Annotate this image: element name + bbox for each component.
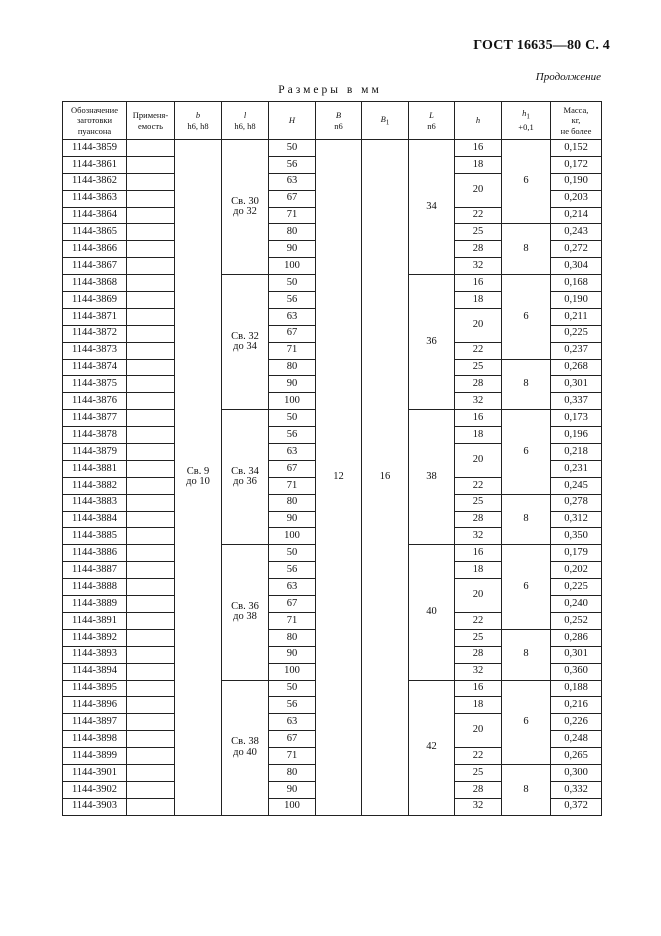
designation-cell: 1144-3894 bbox=[63, 663, 127, 680]
application-cell bbox=[127, 224, 175, 241]
l-range-cell-line-1: Св. 32 bbox=[231, 330, 259, 342]
application-cell bbox=[127, 697, 175, 714]
L-value-cell: 34 bbox=[409, 140, 455, 275]
designation-cell: 1144-3899 bbox=[63, 748, 127, 765]
application-cell bbox=[127, 292, 175, 309]
mass-cell: 0,190 bbox=[551, 292, 602, 309]
h-cell: 28 bbox=[455, 646, 502, 663]
header-h1: $h_1$ +0,1 bbox=[502, 102, 551, 140]
mass-cell: 0,231 bbox=[551, 460, 602, 477]
designation-cell: 1144-3901 bbox=[63, 764, 127, 781]
h-cell: 20 bbox=[455, 579, 502, 613]
designation-cell: 1144-3885 bbox=[63, 528, 127, 545]
mass-cell: 0,252 bbox=[551, 612, 602, 629]
h-cell: 25 bbox=[455, 629, 502, 646]
h-cell: 18 bbox=[455, 292, 502, 309]
mass-cell: 0,196 bbox=[551, 427, 602, 444]
H-cell: 100 bbox=[269, 528, 316, 545]
designation-cell: 1144-3902 bbox=[63, 781, 127, 798]
H-cell: 71 bbox=[269, 748, 316, 765]
h-cell: 28 bbox=[455, 241, 502, 258]
h1-cell: 8 bbox=[502, 764, 551, 815]
H-cell: 80 bbox=[269, 359, 316, 376]
h-cell: 32 bbox=[455, 393, 502, 410]
H-cell: 56 bbox=[269, 292, 316, 309]
header-L: L n6 bbox=[409, 102, 455, 140]
B-value-cell: 12 bbox=[316, 140, 362, 816]
H-cell: 50 bbox=[269, 275, 316, 292]
mass-cell: 0,225 bbox=[551, 325, 602, 342]
application-cell bbox=[127, 511, 175, 528]
h-cell: 20 bbox=[455, 173, 502, 207]
dimensions-caption: Размеры в мм bbox=[278, 84, 382, 96]
H-cell: 63 bbox=[269, 173, 316, 190]
l-range-cell bbox=[222, 275, 269, 410]
application-cell bbox=[127, 663, 175, 680]
application-cell bbox=[127, 781, 175, 798]
H-cell: 56 bbox=[269, 562, 316, 579]
designation-cell: 1144-3889 bbox=[63, 596, 127, 613]
header-B: B n6 bbox=[316, 102, 362, 140]
designation-cell: 1144-3882 bbox=[63, 477, 127, 494]
application-cell bbox=[127, 342, 175, 359]
mass-cell: 0,245 bbox=[551, 477, 602, 494]
application-cell bbox=[127, 308, 175, 325]
application-cell bbox=[127, 477, 175, 494]
h-cell: 28 bbox=[455, 781, 502, 798]
h-cell: 22 bbox=[455, 342, 502, 359]
H-cell: 50 bbox=[269, 680, 316, 697]
mass-cell: 0,218 bbox=[551, 444, 602, 461]
H-cell: 80 bbox=[269, 764, 316, 781]
header-row bbox=[63, 102, 602, 140]
mass-cell: 0,225 bbox=[551, 579, 602, 596]
designation-cell: 1144-3863 bbox=[63, 190, 127, 207]
H-cell: 67 bbox=[269, 596, 316, 613]
h1-cell: 6 bbox=[502, 545, 551, 629]
mass-cell: 0,152 bbox=[551, 140, 602, 157]
mass-cell: 0,168 bbox=[551, 275, 602, 292]
b-value-cell-line-2: до 10 bbox=[186, 476, 210, 488]
h-cell: 18 bbox=[455, 427, 502, 444]
mass-cell: 0,301 bbox=[551, 376, 602, 393]
h-cell: 28 bbox=[455, 376, 502, 393]
L-value-cell: 38 bbox=[409, 410, 455, 545]
designation-cell: 1144-3862 bbox=[63, 173, 127, 190]
designation-cell: 1144-3887 bbox=[63, 562, 127, 579]
mass-cell: 0,179 bbox=[551, 545, 602, 562]
H-cell: 56 bbox=[269, 427, 316, 444]
h-cell: 16 bbox=[455, 680, 502, 697]
designation-cell: 1144-3859 bbox=[63, 140, 127, 157]
h-cell: 16 bbox=[455, 545, 502, 562]
application-cell bbox=[127, 173, 175, 190]
application-cell bbox=[127, 444, 175, 461]
application-cell bbox=[127, 680, 175, 697]
application-cell bbox=[127, 207, 175, 224]
h1-cell: 8 bbox=[502, 494, 551, 545]
H-cell: 90 bbox=[269, 376, 316, 393]
h1-cell: 6 bbox=[502, 680, 551, 764]
mass-cell: 0,265 bbox=[551, 748, 602, 765]
designation-cell: 1144-3893 bbox=[63, 646, 127, 663]
H-cell: 100 bbox=[269, 798, 316, 815]
application-cell bbox=[127, 494, 175, 511]
h-cell: 28 bbox=[455, 511, 502, 528]
application-cell bbox=[127, 410, 175, 427]
application-cell bbox=[127, 612, 175, 629]
header-h: h bbox=[455, 102, 502, 140]
designation-cell: 1144-3883 bbox=[63, 494, 127, 511]
h-cell: 20 bbox=[455, 714, 502, 748]
application-cell bbox=[127, 545, 175, 562]
application-cell bbox=[127, 764, 175, 781]
H-cell: 63 bbox=[269, 579, 316, 596]
h-cell: 22 bbox=[455, 207, 502, 224]
designation-cell: 1144-3861 bbox=[63, 156, 127, 173]
document-title: ГОСТ 16635—80 С. 4 bbox=[473, 38, 610, 53]
header-b: b h6, h8 bbox=[175, 102, 222, 140]
mass-cell: 0,248 bbox=[551, 731, 602, 748]
b-value-cell-line-1: Св. 9 bbox=[186, 465, 210, 477]
L-value-cell: 42 bbox=[409, 680, 455, 815]
mass-cell: 0,300 bbox=[551, 764, 602, 781]
header-designation: Обозначение заготовки пуансона bbox=[63, 102, 127, 140]
h-cell: 25 bbox=[455, 494, 502, 511]
application-cell bbox=[127, 376, 175, 393]
l-range-cell-line-1: Св. 38 bbox=[231, 736, 259, 748]
H-cell: 67 bbox=[269, 460, 316, 477]
mass-cell: 0,240 bbox=[551, 596, 602, 613]
designation-cell: 1144-3886 bbox=[63, 545, 127, 562]
H-cell: 100 bbox=[269, 393, 316, 410]
h1-cell: 8 bbox=[502, 629, 551, 680]
application-cell bbox=[127, 528, 175, 545]
b-value-cell bbox=[175, 140, 222, 816]
h-cell: 32 bbox=[455, 528, 502, 545]
designation-cell: 1144-3866 bbox=[63, 241, 127, 258]
h1-cell: 8 bbox=[502, 224, 551, 275]
H-cell: 71 bbox=[269, 342, 316, 359]
header-H: H bbox=[269, 102, 316, 140]
h-cell: 16 bbox=[455, 275, 502, 292]
mass-cell: 0,188 bbox=[551, 680, 602, 697]
l-range-cell bbox=[222, 545, 269, 680]
application-cell bbox=[127, 156, 175, 173]
header-B1: $B_1$ bbox=[362, 102, 409, 140]
application-cell bbox=[127, 190, 175, 207]
application-cell bbox=[127, 798, 175, 815]
mass-cell: 0,173 bbox=[551, 410, 602, 427]
mass-cell: 0,286 bbox=[551, 629, 602, 646]
application-cell bbox=[127, 629, 175, 646]
l-range-cell-line-2: до 38 bbox=[233, 611, 257, 623]
application-cell bbox=[127, 748, 175, 765]
H-cell: 63 bbox=[269, 714, 316, 731]
specification-table bbox=[62, 101, 602, 816]
H-cell: 50 bbox=[269, 410, 316, 427]
designation-cell: 1144-3881 bbox=[63, 460, 127, 477]
l-range-cell-line-2: до 40 bbox=[233, 746, 257, 758]
designation-cell: 1144-3867 bbox=[63, 258, 127, 275]
h1-cell: 6 bbox=[502, 275, 551, 359]
mass-cell: 0,278 bbox=[551, 494, 602, 511]
application-cell bbox=[127, 275, 175, 292]
designation-cell: 1144-3897 bbox=[63, 714, 127, 731]
designation-cell: 1144-3876 bbox=[63, 393, 127, 410]
H-cell: 63 bbox=[269, 308, 316, 325]
H-cell: 67 bbox=[269, 190, 316, 207]
table-row bbox=[63, 140, 602, 157]
l-range-cell-line-2: до 32 bbox=[233, 206, 257, 218]
H-cell: 90 bbox=[269, 241, 316, 258]
mass-cell: 0,268 bbox=[551, 359, 602, 376]
application-cell bbox=[127, 579, 175, 596]
designation-cell: 1144-3875 bbox=[63, 376, 127, 393]
l-range-cell-line-1: Св. 36 bbox=[231, 600, 259, 612]
designation-cell: 1144-3888 bbox=[63, 579, 127, 596]
application-cell bbox=[127, 460, 175, 477]
H-cell: 80 bbox=[269, 494, 316, 511]
h-cell: 32 bbox=[455, 258, 502, 275]
application-cell bbox=[127, 562, 175, 579]
L-value-cell: 36 bbox=[409, 275, 455, 410]
H-cell: 50 bbox=[269, 545, 316, 562]
h1-cell: 6 bbox=[502, 140, 551, 224]
mass-cell: 0,337 bbox=[551, 393, 602, 410]
designation-cell: 1144-3878 bbox=[63, 427, 127, 444]
mass-cell: 0,272 bbox=[551, 241, 602, 258]
application-cell bbox=[127, 359, 175, 376]
H-cell: 56 bbox=[269, 156, 316, 173]
designation-cell: 1144-3903 bbox=[63, 798, 127, 815]
application-cell bbox=[127, 731, 175, 748]
h-cell: 20 bbox=[455, 444, 502, 478]
application-cell bbox=[127, 596, 175, 613]
h-cell: 22 bbox=[455, 477, 502, 494]
l-range-cell bbox=[222, 140, 269, 275]
mass-cell: 0,203 bbox=[551, 190, 602, 207]
mass-cell: 0,214 bbox=[551, 207, 602, 224]
h-cell: 32 bbox=[455, 798, 502, 815]
H-cell: 90 bbox=[269, 646, 316, 663]
H-cell: 71 bbox=[269, 612, 316, 629]
H-cell: 90 bbox=[269, 781, 316, 798]
mass-cell: 0,172 bbox=[551, 156, 602, 173]
H-cell: 80 bbox=[269, 224, 316, 241]
L-value-cell: 40 bbox=[409, 545, 455, 680]
l-range-cell-line-1: Св. 34 bbox=[231, 465, 259, 477]
mass-cell: 0,301 bbox=[551, 646, 602, 663]
l-range-cell bbox=[222, 410, 269, 545]
mass-cell: 0,372 bbox=[551, 798, 602, 815]
mass-cell: 0,332 bbox=[551, 781, 602, 798]
designation-cell: 1144-3874 bbox=[63, 359, 127, 376]
mass-cell: 0,243 bbox=[551, 224, 602, 241]
mass-cell: 0,226 bbox=[551, 714, 602, 731]
H-cell: 80 bbox=[269, 629, 316, 646]
designation-cell: 1144-3896 bbox=[63, 697, 127, 714]
mass-cell: 0,312 bbox=[551, 511, 602, 528]
l-range-cell-line-2: до 36 bbox=[233, 476, 257, 488]
designation-cell: 1144-3868 bbox=[63, 275, 127, 292]
h1-cell: 8 bbox=[502, 359, 551, 410]
h-cell: 32 bbox=[455, 663, 502, 680]
h-cell: 25 bbox=[455, 224, 502, 241]
h-cell: 16 bbox=[455, 410, 502, 427]
h-cell: 25 bbox=[455, 359, 502, 376]
application-cell bbox=[127, 241, 175, 258]
mass-cell: 0,360 bbox=[551, 663, 602, 680]
application-cell bbox=[127, 714, 175, 731]
designation-cell: 1144-3879 bbox=[63, 444, 127, 461]
header-l: l h6, h8 bbox=[222, 102, 269, 140]
designation-cell: 1144-3892 bbox=[63, 629, 127, 646]
table-body bbox=[63, 140, 602, 816]
designation-cell: 1144-3895 bbox=[63, 680, 127, 697]
designation-cell: 1144-3884 bbox=[63, 511, 127, 528]
l-range-cell bbox=[222, 680, 269, 815]
h-cell: 18 bbox=[455, 156, 502, 173]
designation-cell: 1144-3891 bbox=[63, 612, 127, 629]
h-cell: 18 bbox=[455, 562, 502, 579]
designation-cell: 1144-3865 bbox=[63, 224, 127, 241]
mass-cell: 0,237 bbox=[551, 342, 602, 359]
designation-cell: 1144-3877 bbox=[63, 410, 127, 427]
h1-cell: 6 bbox=[502, 410, 551, 494]
designation-cell: 1144-3871 bbox=[63, 308, 127, 325]
application-cell bbox=[127, 427, 175, 444]
designation-cell: 1144-3873 bbox=[63, 342, 127, 359]
mass-cell: 0,202 bbox=[551, 562, 602, 579]
H-cell: 56 bbox=[269, 697, 316, 714]
H-cell: 63 bbox=[269, 444, 316, 461]
mass-cell: 0,190 bbox=[551, 173, 602, 190]
application-cell bbox=[127, 325, 175, 342]
l-range-cell-line-1: Св. 30 bbox=[231, 195, 259, 207]
H-cell: 71 bbox=[269, 207, 316, 224]
h-cell: 18 bbox=[455, 697, 502, 714]
application-cell bbox=[127, 393, 175, 410]
H-cell: 67 bbox=[269, 325, 316, 342]
h-cell: 25 bbox=[455, 764, 502, 781]
H-cell: 50 bbox=[269, 140, 316, 157]
mass-cell: 0,211 bbox=[551, 308, 602, 325]
h-cell: 16 bbox=[455, 140, 502, 157]
H-cell: 67 bbox=[269, 731, 316, 748]
h-cell: 22 bbox=[455, 612, 502, 629]
H-cell: 71 bbox=[269, 477, 316, 494]
continuation-label: Продолжение bbox=[535, 71, 601, 83]
header-application: Применя- емость bbox=[127, 102, 175, 140]
mass-cell: 0,350 bbox=[551, 528, 602, 545]
mass-cell: 0,304 bbox=[551, 258, 602, 275]
designation-cell: 1144-3869 bbox=[63, 292, 127, 309]
l-range-cell-line-2: до 34 bbox=[233, 341, 257, 353]
designation-cell: 1144-3898 bbox=[63, 731, 127, 748]
application-cell bbox=[127, 140, 175, 157]
h-cell: 20 bbox=[455, 308, 502, 342]
designation-cell: 1144-3864 bbox=[63, 207, 127, 224]
application-cell bbox=[127, 258, 175, 275]
application-cell bbox=[127, 646, 175, 663]
B1-value-cell: 16 bbox=[362, 140, 409, 816]
H-cell: 90 bbox=[269, 511, 316, 528]
designation-cell: 1144-3872 bbox=[63, 325, 127, 342]
H-cell: 100 bbox=[269, 663, 316, 680]
mass-cell: 0,216 bbox=[551, 697, 602, 714]
h-cell: 22 bbox=[455, 748, 502, 765]
H-cell: 100 bbox=[269, 258, 316, 275]
header-mass: Масса, кг, не более bbox=[551, 102, 602, 140]
